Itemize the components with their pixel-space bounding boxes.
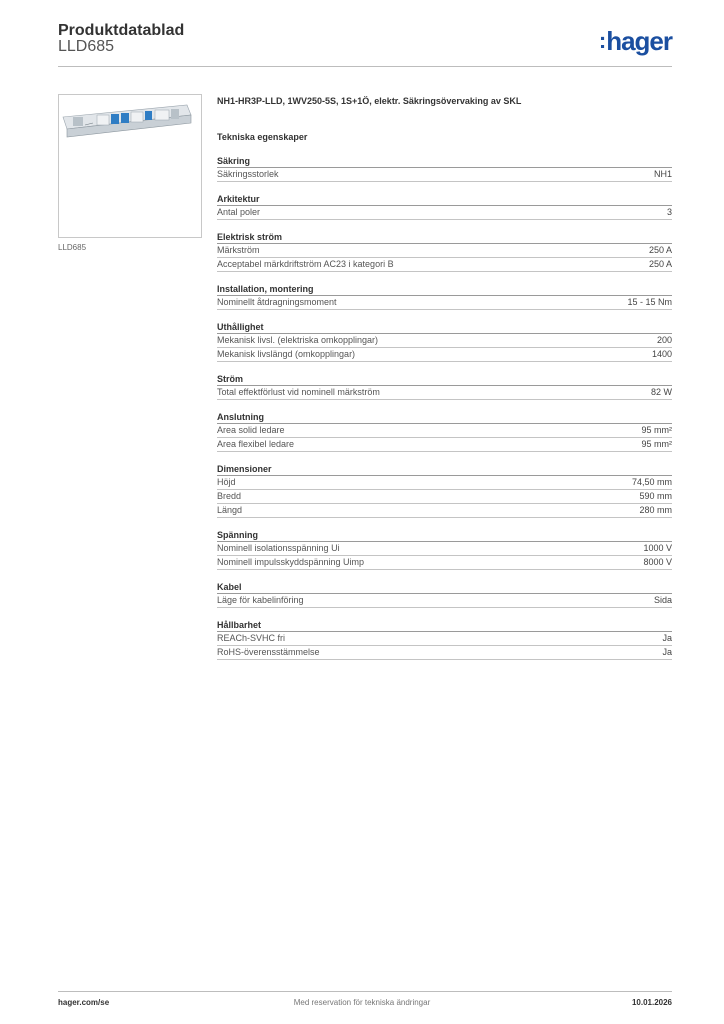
spec-row [217,542,672,556]
image-caption: LLD685 [58,243,87,252]
spec-group-title: Spänning [217,530,672,542]
spec-value: 250 A [648,259,672,269]
spec-label: Märkström [217,245,260,255]
spec-label: Acceptabel märkdriftström AC23 i kategori B [217,259,394,269]
spec-value: 15 - 15 Nm [627,297,672,307]
spec-groups [217,156,672,660]
spec-group [217,232,672,272]
spec-group [217,412,672,452]
spec-label: Längd [217,505,243,515]
spec-group-title: Anslutning [217,412,672,424]
product-image [58,94,202,238]
spec-value: 74,50 mm [631,477,672,487]
spec-row [217,490,672,504]
spec-group-title: Hållbarhet [217,620,672,632]
spec-group-title: Dimensioner [217,464,672,476]
spec-label: REACh-SVHC fri [217,633,286,643]
spec-row [217,594,672,608]
spec-label: Antal poler [217,207,261,217]
spec-value: 1400 [651,349,672,359]
spec-row [217,244,672,258]
header-divider [58,66,672,67]
spec-value: 1000 V [643,543,672,553]
spec-label: RoHS-överensstämmelse [217,647,320,657]
spec-value: 8000 V [643,557,672,567]
spec-value: 82 W [650,387,672,397]
spec-group [217,284,672,310]
spec-group [217,530,672,570]
spec-value: 250 A [648,245,672,255]
spec-group-title: Säkring [217,156,672,168]
spec-row [217,258,672,272]
spec-group [217,156,672,182]
spec-value: 3 [666,207,672,217]
spec-label: Area solid ledare [217,425,285,435]
spec-row [217,504,672,518]
spec-value: 280 mm [639,505,672,515]
spec-label: Läge för kabelinföring [217,595,304,605]
spec-group [217,464,672,518]
spec-group [217,374,672,400]
spec-label: Mekanisk livsl. (elektriska omkopplingar) [217,335,379,345]
spec-group-title: Kabel [217,582,672,594]
spec-group [217,194,672,220]
spec-row [217,334,672,348]
spec-row [217,424,672,438]
spec-label: Total effektförlust vid nominell märkström [217,387,380,397]
footer-website[interactable]: hager.com/se [58,998,110,1007]
specs-section-title: Tekniska egenskaper [217,132,308,142]
spec-group [217,322,672,362]
spec-label: Nominellt åtdragningsmoment [217,297,337,307]
spec-row [217,556,672,570]
footer-date: 10.01.2026 [631,998,672,1007]
hager-logo: :hager [598,26,672,56]
spec-row [217,646,672,660]
spec-label: Mekanisk livslängd (omkopplingar) [217,349,356,359]
spec-label: Höjd [217,477,236,487]
spec-value: Ja [662,633,672,643]
spec-value: 590 mm [639,491,672,501]
spec-value: Ja [662,647,672,657]
product-description: NH1-HR3P-LLD, 1WV250-5S, 1S+1Ö, elektr. Säkringsövervaking av SKL [217,96,522,106]
technical-specs [217,131,672,672]
spec-group [217,620,672,660]
spec-group-title: Ström [217,374,672,386]
logo-text: hager [606,26,672,56]
footer-divider [58,991,672,992]
spec-label: Nominell impulsskyddspänning Uimp [217,557,365,567]
spec-row [217,206,672,220]
spec-row [217,348,672,362]
spec-row [217,386,672,400]
spec-group-title: Installation, montering [217,284,672,296]
spec-row [217,168,672,182]
spec-group-title: Uthållighet [217,322,672,334]
spec-value: 95 mm² [641,425,672,435]
spec-value: 95 mm² [641,439,672,449]
spec-value: 200 [656,335,672,345]
spec-label: Bredd [217,491,242,501]
product-code: LLD685 [58,38,115,55]
spec-label: Nominell isolationsspänning Ui [217,543,340,553]
spec-row [217,632,672,646]
spec-value: Sida [653,595,672,605]
spec-row [217,296,672,310]
spec-label: Säkringsstorlek [217,169,279,179]
spec-row [217,476,672,490]
switch-disconnector-illustration [59,95,201,237]
spec-group-title: Arkitektur [217,194,672,206]
spec-group-title: Elektrisk ström [217,232,672,244]
spec-group [217,582,672,608]
spec-row [217,438,672,452]
page-title: Produktdatablad [58,22,185,39]
spec-label: Area flexibel ledare [217,439,295,449]
spec-value: NH1 [653,169,672,179]
footer-note: Med reservation för tekniska ändringar [293,998,431,1007]
